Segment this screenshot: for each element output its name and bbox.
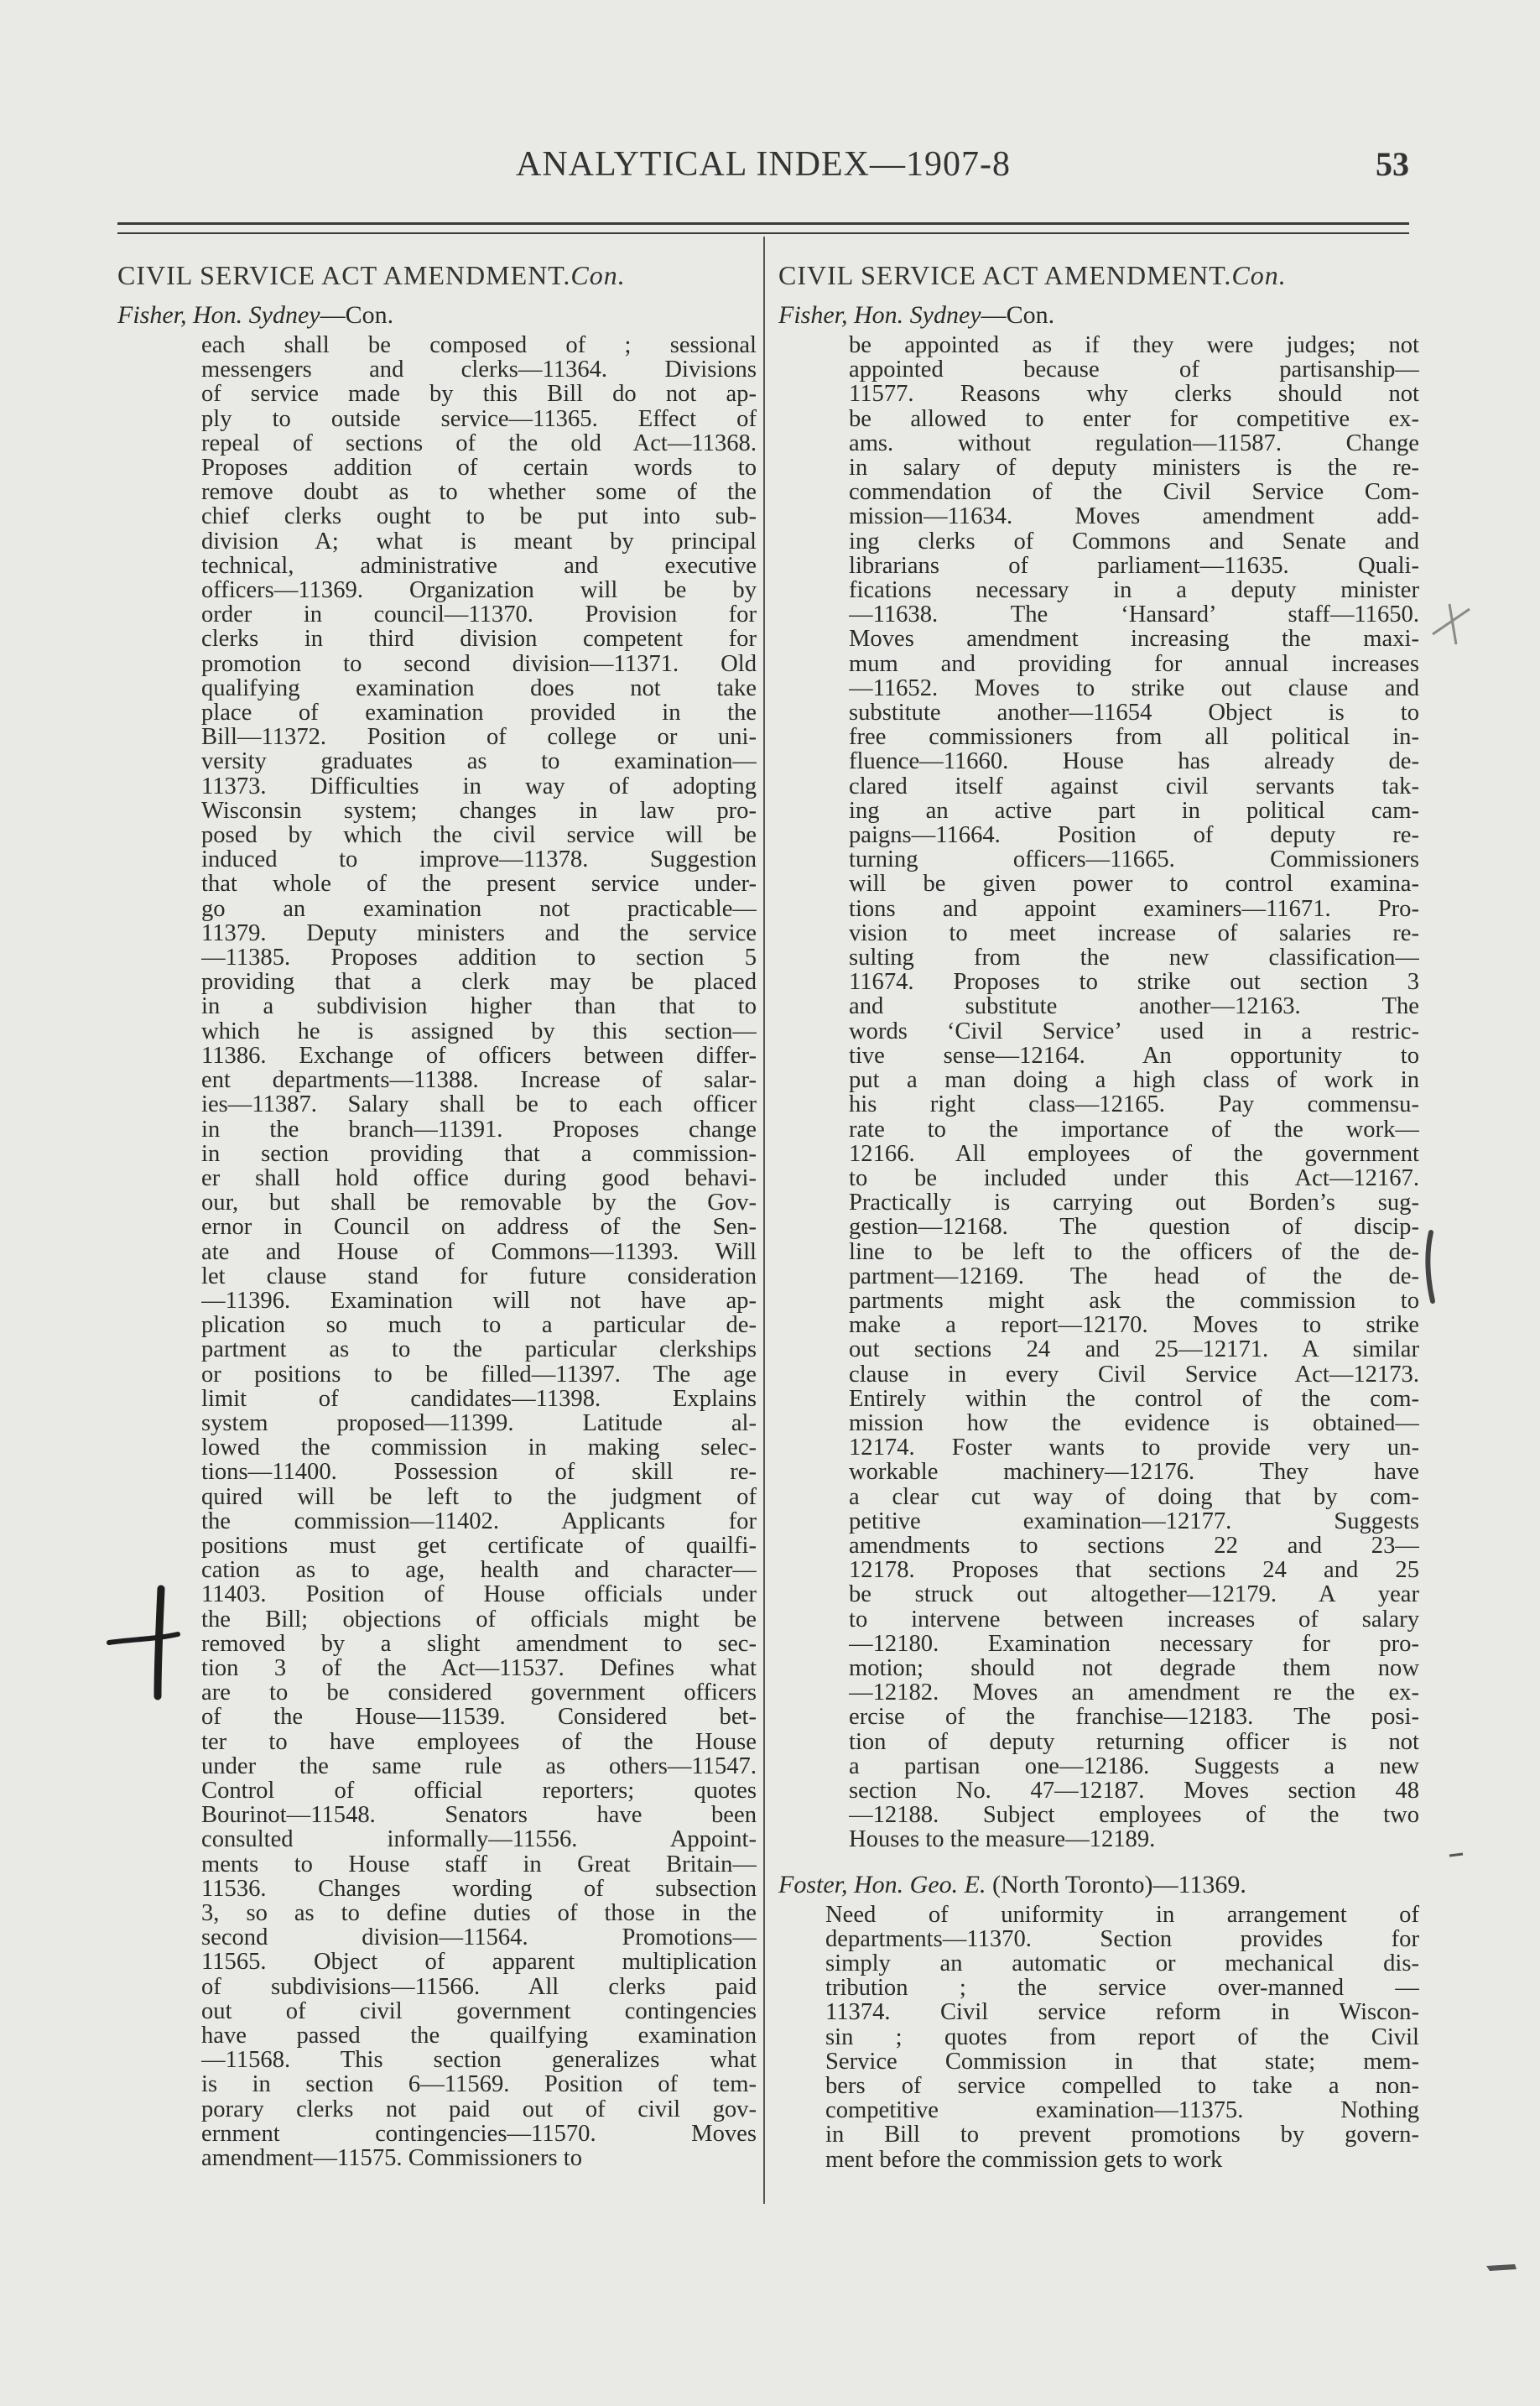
pencil-dash-mark (1448, 1849, 1465, 1861)
index-line: officers—11369. Organization will be by (201, 578, 757, 603)
header-rule-top (117, 222, 1409, 225)
pencil-cross-mark (1426, 597, 1476, 648)
index-line: Service Commission in that state; mem- (825, 2049, 1419, 2075)
index-line: or positions to be filled—11397. The age (201, 1362, 757, 1387)
index-line: sin ; quotes from report of the Civil (825, 2024, 1419, 2049)
index-line: the commission—11402. Applicants for (201, 1508, 757, 1534)
index-line: are to be considered government officers (201, 1680, 757, 1706)
index-line: a clear cut way of doing that by com- (849, 1484, 1419, 1509)
index-line: of the House—11539. Considered bet- (201, 1705, 757, 1730)
index-line: remove doubt as to whether some of the (201, 480, 757, 505)
index-line: tive sense—12164. An opportunity to (849, 1043, 1419, 1069)
pen-plus-mark (106, 1584, 181, 1701)
index-line: clared itself against civil servants tak- (849, 773, 1419, 799)
index-line: qualifying examination does not take (201, 675, 757, 701)
index-line: amendments to sections 22 and 23— (849, 1533, 1419, 1559)
index-line: ments to House staff in Great Britain— (201, 1851, 757, 1877)
index-line: out sections 24 and 25—12171. A similar (849, 1337, 1419, 1362)
index-line: substitute another—11654 Object is to (849, 700, 1419, 726)
index-line: let clause stand for future consideration (201, 1263, 757, 1289)
index-line: —11385. Proposes addition to section 5 (201, 945, 757, 971)
index-line: porary clerks not paid out of civil gov- (201, 2096, 757, 2122)
right-column (778, 260, 1419, 2172)
index-line: ply to outside service—11365. Effect of (201, 406, 757, 431)
index-line: fluence—11660. House has already de- (849, 749, 1419, 774)
index-line: partment—12169. The head of the de- (849, 1263, 1419, 1289)
index-line: ies—11387. Salary shall be to each officer (201, 1092, 757, 1117)
running-title: ANALYTICAL INDEX—1907-8 (516, 145, 1011, 184)
index-line: Entirely within the control of the com- (849, 1386, 1419, 1411)
entry-name: Fisher, Hon. Sydney (778, 301, 981, 329)
index-line: clause in every Civil Service Act—12173. (849, 1362, 1419, 1387)
index-line: system proposed—11399. Latitude al- (201, 1410, 757, 1436)
index-line: rate to the importance of the work— (849, 1117, 1419, 1142)
index-line: induced to improve—11378. Suggestion (201, 847, 757, 872)
index-line: 11565. Object of apparent multiplication (201, 1950, 757, 1975)
index-line: 11577. Reasons why clerks should not (849, 382, 1419, 407)
index-line: 3, so as to define duties of those in the (201, 1901, 757, 1926)
index-line: go an examination not practicable— (201, 896, 757, 921)
left-column (117, 260, 755, 2170)
page-number: 53 (1376, 145, 1409, 183)
index-line: commendation of the Civil Service Com- (849, 480, 1419, 505)
index-line: motion; should not degrade them now (849, 1655, 1419, 1681)
index-line: be struck out altogether—12179. A year (849, 1582, 1419, 1607)
index-line: positions must get certificate of quailfi- (201, 1533, 757, 1559)
index-line: be allowed to enter for competitive ex- (849, 406, 1419, 431)
entry-con: —Con. (981, 301, 1055, 329)
index-line: 11373. Difficulties in way of adopting (201, 773, 757, 799)
entry-body (849, 333, 1419, 1852)
index-line: bers of service compelled to take a non- (825, 2074, 1419, 2099)
index-line: to intervene between increases of salary (849, 1607, 1419, 1632)
index-line: tions—11400. Possession of skill re- (201, 1460, 757, 1485)
index-line: removed by a slight amendment to sec- (201, 1631, 757, 1656)
index-line: fications necessary in a deputy minister (849, 578, 1419, 603)
index-line: second division—11564. Promotions— (201, 1925, 757, 1950)
entry-con: —Con. (320, 301, 394, 329)
index-line: vision to meet increase of salaries re- (849, 920, 1419, 946)
entry-heading (778, 301, 1416, 330)
index-line: appointed because of partisanship— (849, 357, 1419, 383)
index-line: er shall hold office during good behavi- (201, 1165, 757, 1191)
index-line: free commissioners from all political in- (849, 725, 1419, 750)
index-line: his right class—12165. Pay commensu- (849, 1092, 1419, 1117)
index-line: in the branch—11391. Proposes change (201, 1117, 757, 1142)
section-heading-text: CIVIL SERVICE ACT AMENDMENT. (778, 260, 1232, 290)
index-line: 11386. Exchange of officers between differ- (201, 1043, 757, 1069)
index-line: Practically is carrying out Borden’s sug- (849, 1190, 1419, 1216)
index-line: 11674. Proposes to strike out section 3 (849, 970, 1419, 995)
index-line: plication so much to a particular de- (201, 1313, 757, 1338)
running-header (0, 144, 1540, 195)
index-line: put a man doing a high class of work in (849, 1068, 1419, 1093)
index-line: ernor in Council on address of the Sen- (201, 1215, 757, 1240)
index-line: ter to have employees of the House (201, 1729, 757, 1754)
index-line: ams. without regulation—11587. Change (849, 430, 1419, 456)
entry-body (201, 333, 757, 2170)
index-line: providing that a clerk may be placed (201, 970, 757, 995)
index-line: —12188. Subject employees of the two (849, 1803, 1419, 1828)
index-line: words ‘Civil Service’ used in a restric- (849, 1018, 1419, 1044)
index-line: the Bill; objections of officials might be (201, 1607, 757, 1632)
index-line: division A; what is meant by principal (201, 529, 757, 554)
index-line: paigns—11664. Position of deputy re- (849, 823, 1419, 848)
index-line: Wisconsin system; changes in law pro- (201, 798, 757, 824)
index-line: promotion to second division—11371. Old (201, 651, 757, 676)
entry-heading (117, 301, 755, 330)
index-line: place of examination provided in the (201, 700, 757, 726)
entry-heading (778, 1871, 1416, 1899)
index-line: workable machinery—12176. They have (849, 1460, 1419, 1485)
index-line: —12182. Moves an amendment re the ex- (849, 1680, 1419, 1706)
index-line: tion of deputy returning officer is not (849, 1729, 1419, 1754)
index-line: ate and House of Commons—11393. Will (201, 1239, 757, 1264)
index-line: —12180. Examination necessary for pro- (849, 1631, 1419, 1656)
header-rule-bottom (117, 232, 1409, 234)
index-line: 11403. Position of House officials under (201, 1582, 757, 1607)
index-line: Need of uniformity in arrangement of (825, 1902, 1419, 1927)
section-heading (778, 260, 1416, 291)
index-line: in Bill to prevent promotions by govern- (825, 2122, 1419, 2148)
index-line: amendment—11575. Commissioners to (201, 2146, 583, 2171)
index-line: lowed the commission in making selec- (201, 1435, 757, 1461)
index-line: our, but shall be removable by the Gov- (201, 1190, 757, 1216)
index-line: in salary of deputy ministers is the re- (849, 456, 1419, 481)
index-line: —11396. Examination will not have ap- (201, 1288, 757, 1314)
smudge-mark (1485, 2261, 1518, 2274)
index-line: of service made by this Bill do not ap- (201, 382, 757, 407)
index-line: Houses to the measure—12189. (849, 1827, 1156, 1852)
index-line: out of civil government contingencies (201, 1998, 757, 2024)
index-line: versity graduates as to examination— (201, 749, 757, 774)
index-line: ing clerks of Commons and Senate and (849, 529, 1419, 554)
index-line: departments—11370. Section provides for (825, 1926, 1419, 1951)
index-line: and substitute another—12163. The (849, 994, 1419, 1019)
index-line: ernment contingencies—11570. Moves (201, 2121, 757, 2147)
index-line: consulted informally—11556. Appoint- (201, 1827, 757, 1852)
index-line: ment before the commission gets to work (825, 2147, 1223, 2172)
index-line: clerks in third division competent for (201, 627, 757, 652)
index-line: section No. 47—12187. Moves section 48 (849, 1778, 1419, 1804)
column-divider (763, 237, 765, 2204)
index-line: librarians of parliament—11635. Quali- (849, 553, 1419, 579)
index-line: Bourinot—11548. Senators have been (201, 1803, 757, 1828)
index-line: simply an automatic or mechanical dis- (825, 1951, 1419, 1976)
section-heading-text: CIVIL SERVICE ACT AMENDMENT. (117, 260, 571, 290)
pencil-bracket-mark (1421, 1229, 1441, 1305)
index-line: to be included under this Act—12167. (849, 1165, 1419, 1191)
index-line: —11652. Moves to strike out clause and (849, 675, 1419, 701)
index-line: tion 3 of the Act—11537. Defines what (201, 1655, 757, 1681)
index-line: that whole of the present service under- (201, 872, 757, 897)
index-line: messengers and clerks—11364. Divisions (201, 357, 757, 383)
index-line: under the same rule as others—11547. (201, 1753, 757, 1778)
index-line: competitive examination—11375. Nothing (825, 2098, 1419, 2123)
index-line: mum and providing for annual increases (849, 651, 1419, 676)
index-line: 12174. Foster wants to provide very un- (849, 1435, 1419, 1461)
section-heading-con: Con. (1231, 260, 1287, 290)
index-line: —11568. This section generalizes what (201, 2048, 757, 2073)
index-line: Proposes addition of certain words to (201, 456, 757, 481)
index-line: tions and appoint examiners—11671. Pro- (849, 896, 1419, 921)
index-line: of subdivisions—11566. All clerks paid (201, 1974, 757, 1999)
index-line: have passed the quailfying examination (201, 2023, 757, 2049)
index-line: chief clerks ought to be put into sub- (201, 504, 757, 529)
index-line: —11638. The ‘Hansard’ staff—11650. (849, 602, 1419, 628)
index-line: in a subdivision higher than that to (201, 994, 757, 1019)
index-line: limit of candidates—11398. Explains (201, 1386, 757, 1411)
index-line: technical, administrative and executive (201, 553, 757, 579)
index-line: mission—11634. Moves amendment add- (849, 504, 1419, 529)
section-heading-con: Con. (570, 260, 626, 290)
index-line: gestion—12168. The question of discip- (849, 1215, 1419, 1240)
index-line: quired will be left to the judgment of (201, 1484, 757, 1509)
index-line: will be given power to control examina- (849, 872, 1419, 897)
index-line: Bill—11372. Position of college or uni- (201, 725, 757, 750)
index-line: in section providing that a commission- (201, 1141, 757, 1166)
index-line: petitive examination—12177. Suggests (849, 1508, 1419, 1534)
index-line: order in council—11370. Provision for (201, 602, 757, 628)
index-line: make a report—12170. Moves to strike (849, 1313, 1419, 1338)
index-line: 11374. Civil service reform in Wiscon- (825, 2000, 1419, 2025)
index-line: mission how the evidence is obtained— (849, 1410, 1419, 1436)
index-line: 12178. Proposes that sections 24 and 25 (849, 1558, 1419, 1583)
index-line: a partisan one—12186. Suggests a new (849, 1753, 1419, 1778)
index-line: each shall be composed of ; sessional (201, 333, 757, 358)
index-line: is in section 6—11569. Position of tem- (201, 2072, 757, 2097)
index-line: ing an active part in political cam- (849, 798, 1419, 824)
index-line: cation as to age, health and character— (201, 1558, 757, 1583)
index-line: repeal of sections of the old Act—11368. (201, 430, 757, 456)
index-line: Control of official reporters; quotes (201, 1778, 757, 1804)
index-line: ercise of the franchise—12183. The posi- (849, 1705, 1419, 1730)
index-line: sulting from the new classification— (849, 945, 1419, 971)
index-line: ent departments—11388. Increase of salar- (201, 1068, 757, 1093)
entry-name: Fisher, Hon. Sydney (117, 301, 320, 329)
index-line: posed by which the civil service will be (201, 823, 757, 848)
index-line: 11536. Changes wording of subsection (201, 1876, 757, 1901)
index-line: line to be left to the officers of the de- (849, 1239, 1419, 1264)
section-heading (117, 260, 755, 291)
index-line: which he is assigned by this section— (201, 1018, 757, 1044)
index-line: tribution ; the service over-manned — (825, 1976, 1419, 2001)
index-line: 11379. Deputy ministers and the service (201, 920, 757, 946)
index-line: 12166. All employees of the government (849, 1141, 1419, 1166)
entry-suffix: (North Toronto)—11369. (991, 1870, 1246, 1898)
index-line: turning officers—11665. Commissioners (849, 847, 1419, 872)
index-line: Moves amendment increasing the maxi- (849, 627, 1419, 652)
index-line: be appointed as if they were judges; not (849, 333, 1419, 358)
index-entry-foster (778, 1870, 1419, 2172)
entry-body (825, 1903, 1419, 2172)
index-line: partment as to the particular clerkships (201, 1337, 757, 1362)
entry-name: Foster, Hon. Geo. E. (778, 1870, 986, 1898)
index-line: partments might ask the commission to (849, 1288, 1419, 1314)
